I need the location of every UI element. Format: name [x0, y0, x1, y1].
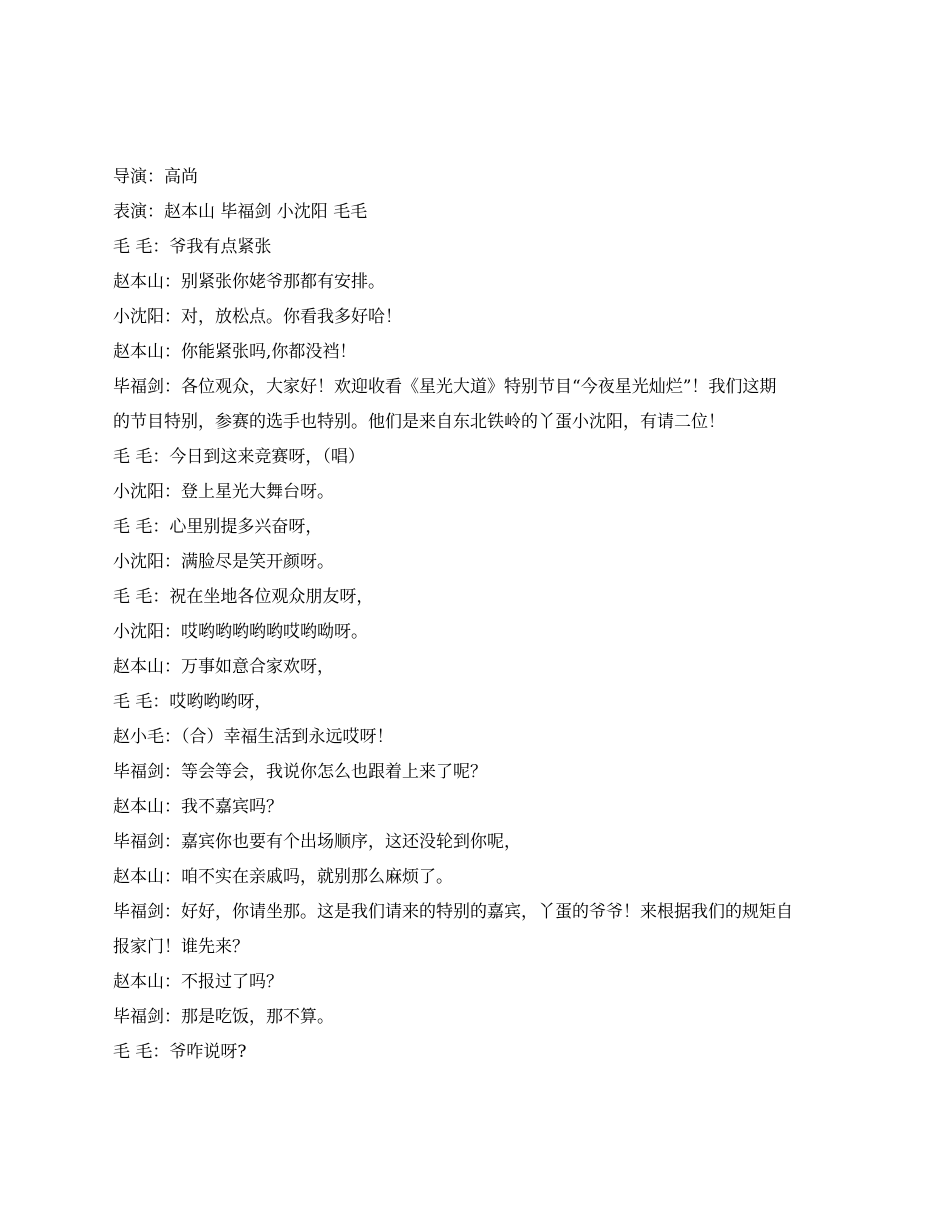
- script-page: [113, 160, 843, 1070]
- dialogue-line-wrapped: 毕福剑：好好，你请坐那。这是我们请来的特别的嘉宾，丫蛋的爷爷！来根据我们的规矩自: [113, 902, 793, 922]
- dialogue-line: 毛 毛：哎哟哟哟呀，: [113, 692, 272, 712]
- dialogue-line: 小沈阳：对，放松点。你看我多好哈！: [113, 307, 402, 327]
- dialogue-line: 小沈阳：登上星光大舞台呀。: [113, 482, 334, 502]
- dialogue-line: 毛 毛：心里别提多兴奋呀，: [113, 517, 323, 537]
- dialogue-line: 赵本山：不报过了吗？: [113, 972, 283, 992]
- dialogue-line: 小沈阳：哎哟哟哟哟哟哎哟呦呀。: [113, 622, 368, 642]
- dialogue-line: 小沈阳：满脸尽是笑开颜呀。: [113, 552, 334, 572]
- dialogue-line: 赵小毛：（合）幸福生活到永远哎呀！: [113, 727, 394, 747]
- dialogue-line: 毛 毛：爷咋说呀?: [113, 1042, 247, 1062]
- dialogue-line: 毛 毛：今日到这来竞赛呀，（唱）: [113, 447, 365, 467]
- cast-line: 表演：赵本山 毕福剑 小沈阳 毛毛: [113, 202, 368, 222]
- dialogue-line: 毕福剑：嘉宾你也要有个出场顺序，这还没轮到你呢，: [113, 832, 521, 852]
- dialogue-line: 赵本山：我不嘉宾吗？: [113, 797, 283, 817]
- dialogue-line: 毕福剑：那是吃饭，那不算。: [113, 1007, 334, 1027]
- dialogue-line: 毛 毛：爷我有点紧张: [113, 237, 272, 257]
- dialogue-line: 赵本山：咱不实在亲戚吗，就别那么麻烦了。: [113, 867, 453, 887]
- dialogue-line: 赵本山：别紧张你姥爷那都有安排。: [113, 272, 385, 292]
- dialogue-line: 赵本山：你能紧张吗,你都没裆！: [113, 342, 357, 362]
- dialogue-line-continued: 报家门！谁先来？: [113, 937, 249, 957]
- dialogue-line: 毕福剑：等会等会，我说你怎么也跟着上来了呢？: [113, 762, 487, 782]
- dialogue-line-continued: 的节目特别，参赛的选手也特别。他们是来自东北铁岭的丫蛋小沈阳，有请二位！: [113, 412, 725, 432]
- dialogue-line: 赵本山：万事如意合家欢呀，: [113, 657, 334, 677]
- dialogue-line: 毕福剑：各位观众，大家好！欢迎收看《星光大道》特别节目“今夜星光灿烂”！我们这期: [113, 377, 777, 397]
- director-line: 导演：高尚: [113, 167, 198, 187]
- dialogue-line: 毛 毛：祝在坐地各位观众朋友呀，: [113, 587, 374, 607]
